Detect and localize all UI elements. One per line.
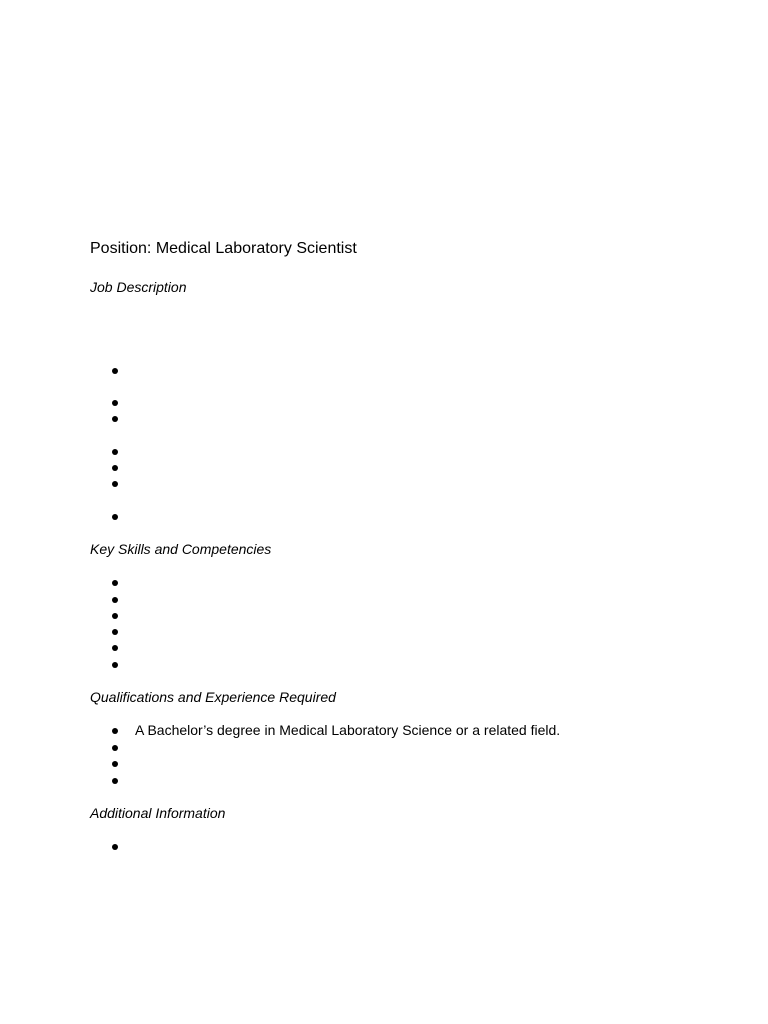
- qualification-item: A Bachelor’s degree in Medical Laboratory Science or a related field.: [135, 722, 561, 738]
- bullet-icon: [112, 761, 118, 767]
- bullet-icon: [112, 416, 118, 422]
- bullet-icon: [112, 662, 118, 668]
- bullet-icon: [112, 514, 118, 520]
- additional-info-heading: Additional Information: [90, 805, 226, 821]
- bullet-icon: [112, 645, 118, 651]
- bullet-icon: [112, 597, 118, 603]
- bullet-icon: [112, 629, 118, 635]
- position-title: Position: Medical Laboratory Scientist: [90, 240, 357, 257]
- qualifications-heading: Qualifications and Experience Required: [90, 689, 336, 705]
- bullet-icon: [112, 728, 118, 734]
- bullet-icon: [112, 368, 118, 374]
- bullet-icon: [112, 844, 118, 850]
- bullet-icon: [112, 449, 118, 455]
- bullet-icon: [112, 481, 118, 487]
- key-skills-heading: Key Skills and Competencies: [90, 541, 272, 557]
- bullet-icon: [112, 778, 118, 784]
- job-description-heading: Job Description: [90, 279, 187, 295]
- bullet-icon: [112, 465, 118, 471]
- bullet-icon: [112, 745, 118, 751]
- bullet-icon: [112, 400, 118, 406]
- bullet-icon: [112, 580, 118, 586]
- bullet-icon: [112, 613, 118, 619]
